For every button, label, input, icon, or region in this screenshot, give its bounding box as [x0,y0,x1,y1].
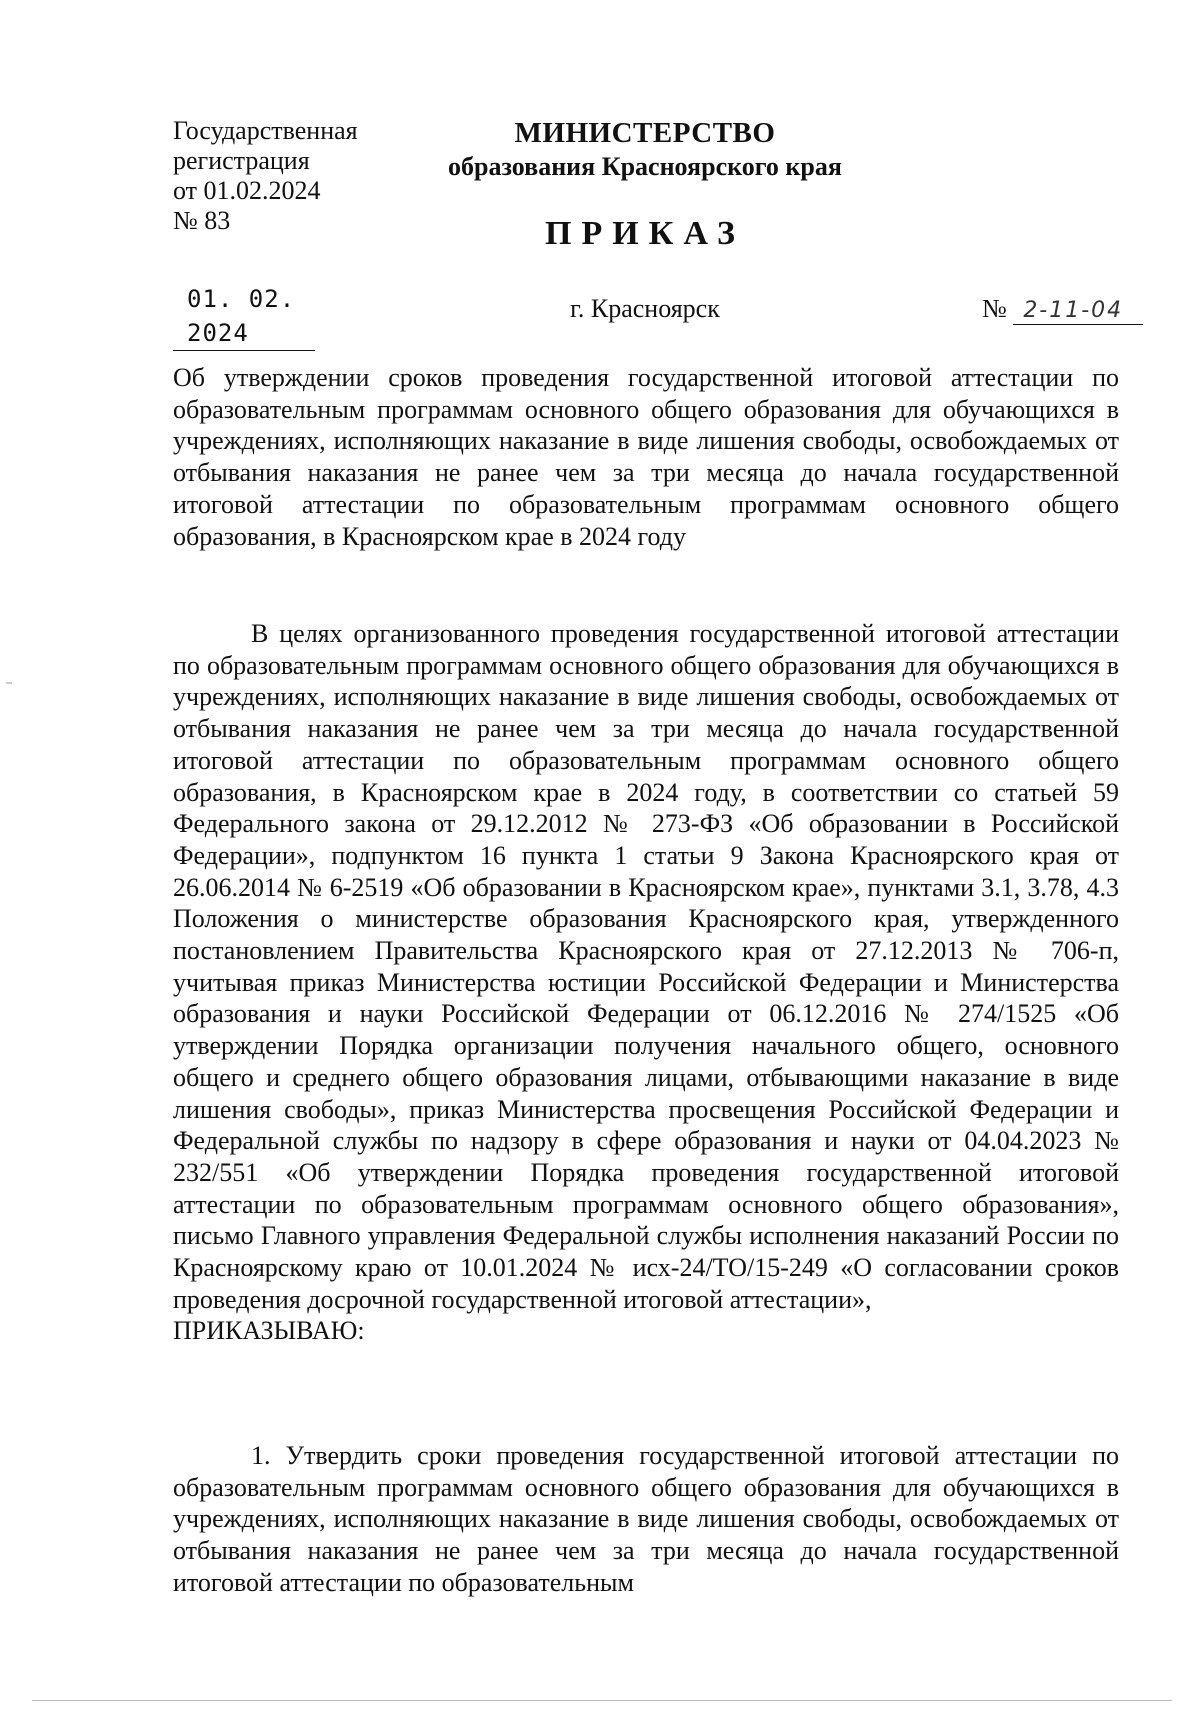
clause-1-paragraph: 1. Утвердить сроки проведения государственной итоговой аттестации по образовательным программам основного общего образования для обучающихся в учреждениях, исполняющих наказание в виде лишения свободы, освобождаемых от отбывания наказания не ранее чем за три месяца до начала государственной итоговой аттестации по образовательным [173,1441,1119,1597]
registration-line: регистрация [173,146,310,175]
registration-block [173,116,358,236]
registration-number: № 83 [173,206,231,235]
document-title: Об утверждении сроков проведения государственной итоговой аттестации по образовательным программам основного общего образования для обучающихся в учреждениях, исполняющих наказание в виде лишения свободы, освобождаемых от отбывания наказания не ранее чем за три месяца до начала государственной итоговой аттестации по образовательным программам основного общего образования, в Красноярском крае в 2024 году [173,363,1119,551]
order-city: г. Красноярск [570,294,720,323]
ministry-title: МИНИСТЕРСТВО [514,117,776,149]
order-date: 01. 02. 2024 [173,282,315,351]
preamble-paragraph [173,618,1119,1347]
order-title: ПРИКАЗ [545,215,745,252]
ministry-header [420,116,870,184]
order-word: ПРИКАЗЫВАЮ: [173,1316,365,1346]
order-number-value: 2-11-04 [1013,298,1143,325]
order-number-prefix: № [982,294,1007,323]
preamble-text: В целях организованного проведения государственной итоговой аттестации по образовательным программам основного общего образования для обучающихся в учреждениях, исполняющих наказание в виде лишения свободы, освобождаемых от отбывания наказания не ранее чем за три месяца до начала государственной итоговой аттестации по образовательным программам основного общего образования, в Красноярском крае в 2024 году, в соответствии со статьей 59 Федерального закона от 29.12.2012 № 273-ФЗ «Об образовании в Российской Федерации», подпунктом 16 пункта 1 статьи 9 Закона Красноярского края от 26.06.2014 № 6-2519 «Об образовании в Красноярском крае», пунктами 3.1, 3.78, 4.3 Положения о министерстве образования Красноярского края, утвержденного постановлением Правительства Красноярского края от 27.12.2013 № 706-п, учитывая приказ Министерства юстиции Российской Федерации и Министерства образования и науки Российской Федерации от 06.12.2016 № 274/1525 «Об утверждении Порядка организации получения начального общего, основного общего и среднего общего образования лицами, отбывающими наказание в виде лишения свободы», приказ Министерства просвещения Российской Федерации и Федеральной службы по надзору в сфере образования и науки от 04.04.2023 № 232/551 «Об утверждении Порядка проведения государственной итоговой аттестации по образовательным программам основного общего образования», письмо Главного управления Федеральной службы исполнения наказаний России по Красноярскому краю от 10.01.2024 № исх-24/ТО/15-249 «О согласовании сроков проведения досрочной государственной итоговой аттестации», [173,619,1119,1314]
ministry-subtitle: образования Красноярского края [448,152,842,181]
registration-date: от 01.02.2024 [173,176,321,205]
scan-mark [6,682,12,684]
order-number [982,294,1143,325]
registration-line: Государственная [173,116,358,145]
scan-edge-line [32,1700,1172,1701]
